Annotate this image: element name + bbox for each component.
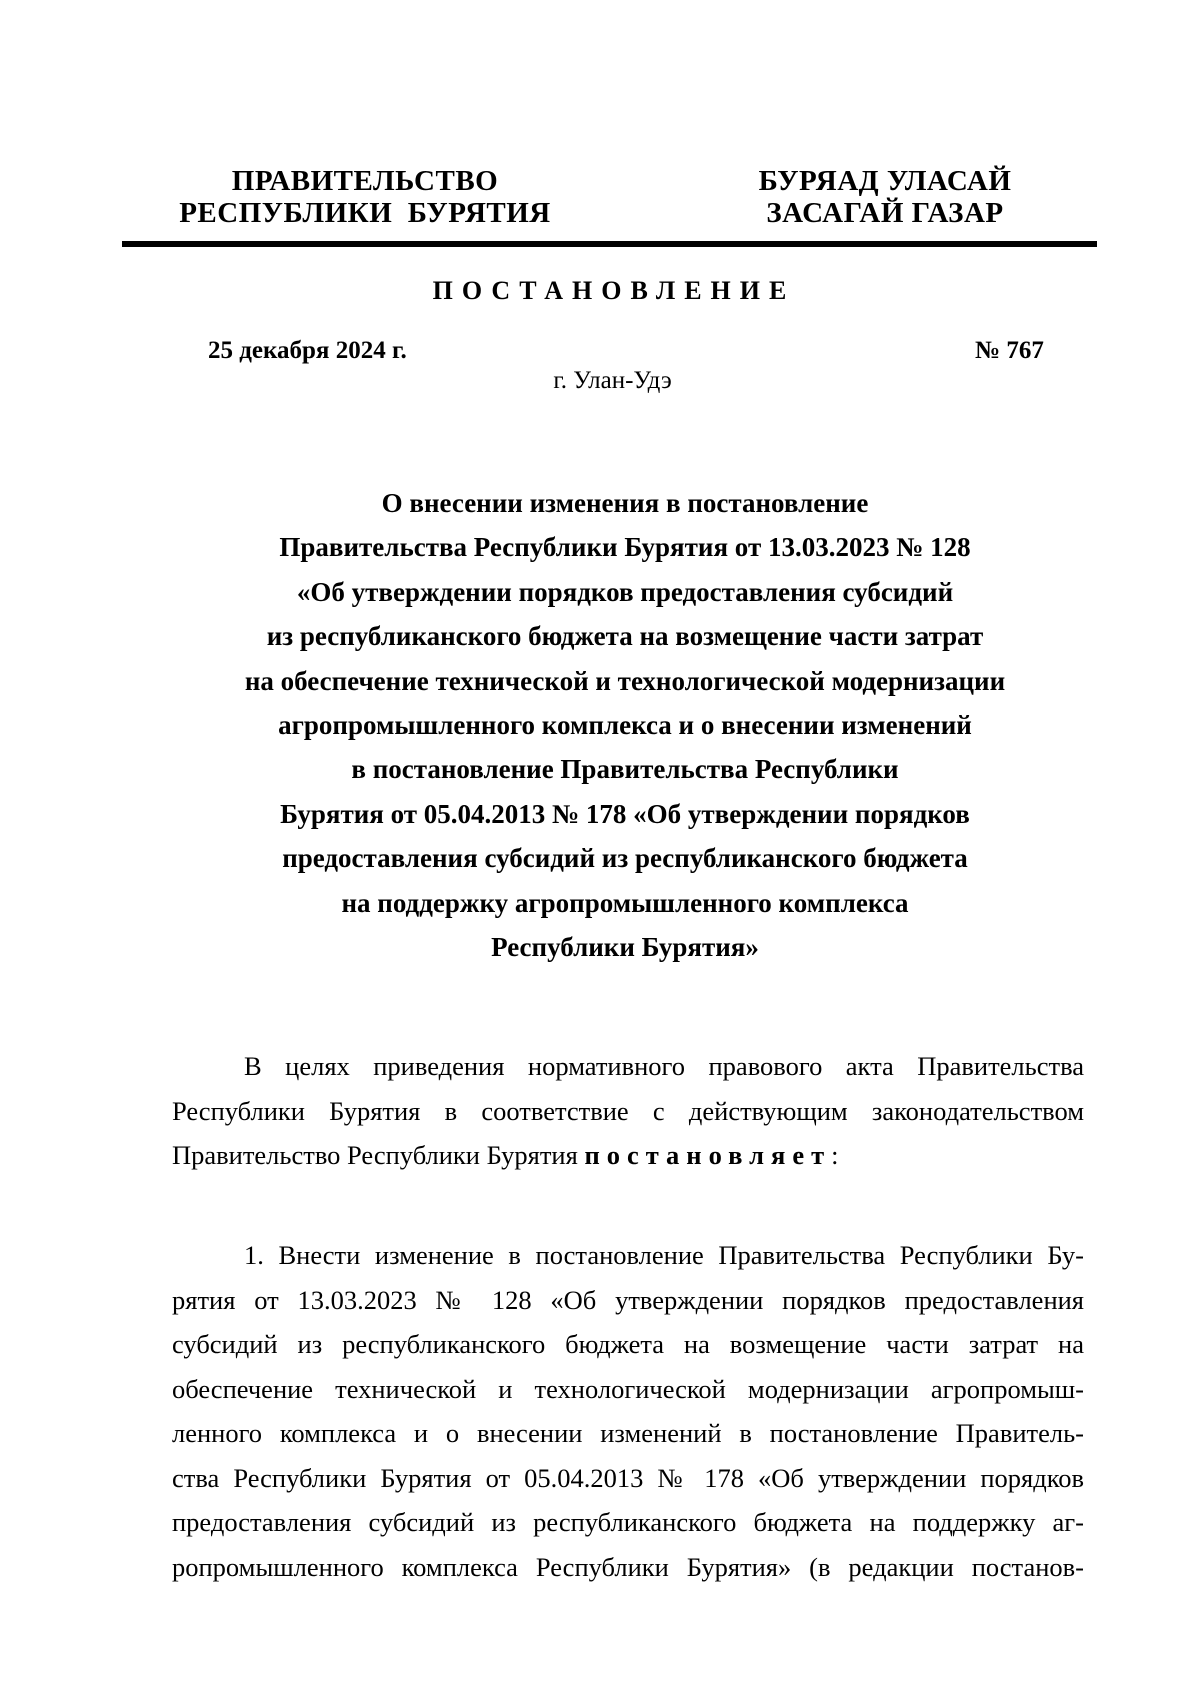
header-right-line2: ЗАСАГАЙ ГАЗАР [766, 197, 1004, 229]
preamble-paragraph [172, 1044, 1084, 1178]
paragraph-line: предоставления субсидий из республиканского бюджета на поддержку аг- [172, 1507, 1084, 1537]
document-type: ПОСТАНОВЛЕНИЕ [432, 276, 796, 305]
paragraph-line: обеспечение технической и технологической модернизации агропромыш- [172, 1373, 1084, 1404]
title-line: Правительства Республики Бурятия от 13.03.2023 № 128 [279, 532, 971, 563]
paragraph-line: ства Республики Бурятия от 05.04.2013 № 178 «Об утверждении порядков [172, 1462, 1084, 1493]
title-line: Бурятия от 05.04.2013 № 178 «Об утверждении порядков [280, 798, 970, 829]
resolves-keyword: постановляет [584, 1140, 832, 1170]
title-line: «Об утверждении порядков предоставления субсидий [296, 576, 954, 607]
paragraph-1 [172, 1233, 1084, 1589]
document-number: № 767 [975, 337, 1044, 364]
title-line: на поддержку агропромышленного комплекса [341, 887, 909, 918]
title-line: Республики Бурятия» [491, 932, 759, 963]
title-line: агропромышленного комплекса и о внесении изменений [278, 710, 972, 741]
header-right-block [720, 165, 1050, 229]
header-left-line1: ПРАВИТЕЛЬСТВО [231, 165, 499, 197]
header-left-block [165, 165, 565, 229]
header-divider [122, 241, 1097, 247]
preamble-line: В целях приведения нормативного правового акта Правительства [244, 1051, 1084, 1081]
paragraph-line: 1. Внести изменение в постановление Правительства Республики Бу- [244, 1240, 1084, 1270]
document-city: г. Улан-Удэ [553, 367, 672, 394]
title-line: из республиканского бюджета на возмещение части затрат [266, 621, 984, 652]
preamble-line3-start: Правительство Республики Бурятия [172, 1140, 585, 1170]
title-line: О внесении изменения в постановление [381, 488, 869, 518]
header-left-line2: РЕСПУБЛИКИ БУРЯТИЯ [179, 197, 551, 229]
paragraph-line: ленного комплекса и о внесении изменений в постановление Правитель- [172, 1418, 1084, 1448]
paragraph-line: ропромышленного комплекса Республики Бурятия» (в редакции постанов- [172, 1551, 1084, 1582]
preamble-line [172, 1133, 1084, 1178]
paragraph-line: субсидий из республиканского бюджета на возмещение части затрат на [172, 1329, 1084, 1359]
title-line: в постановление Правительства Республики [351, 754, 899, 785]
preamble-line: Республики Бурятия в соответствие с действующим законодательством [172, 1095, 1084, 1126]
preamble-line3-end: : [831, 1140, 839, 1170]
document-title [150, 481, 1100, 969]
paragraph-line: рятия от 13.03.2023 № 128 «Об утверждении порядков предоставления [172, 1284, 1084, 1315]
document-date: 25 декабря 2024 г. [208, 337, 407, 364]
header-right-line1: БУРЯАД УЛАСАЙ [758, 165, 1012, 197]
title-line: на обеспечение технической и технологической модернизации [244, 665, 1006, 696]
title-line: предоставления субсидий из республиканского бюджета [282, 843, 968, 874]
